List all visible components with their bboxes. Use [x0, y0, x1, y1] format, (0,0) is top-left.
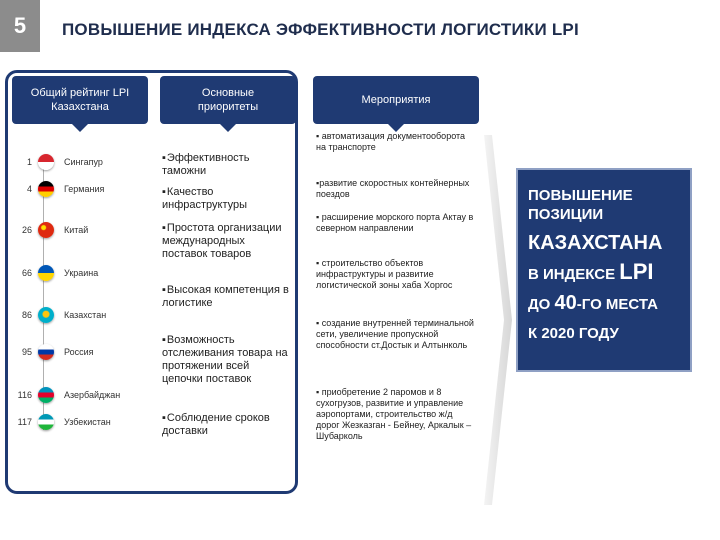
rating-header-pointer — [72, 124, 88, 132]
bullet-icon: ▪ — [162, 152, 166, 164]
priority-item — [162, 284, 292, 310]
rating-row — [12, 413, 111, 431]
rating-row — [12, 153, 103, 171]
slide-number-text: 5 — [13, 13, 27, 38]
country-name: Украина — [64, 268, 99, 278]
priority-item — [162, 412, 292, 438]
rank-number: 86 — [21, 310, 32, 320]
russia-flag-icon — [38, 344, 54, 360]
country-name: Китай — [64, 225, 89, 235]
result-line-3-small: В ИНДЕКСЕ — [528, 266, 620, 283]
rank-number: 66 — [21, 268, 32, 278]
rating-row — [12, 264, 98, 282]
priority-item — [162, 222, 292, 261]
result-line-4 — [528, 291, 682, 317]
country-name: Германия — [64, 184, 105, 194]
priority-item — [162, 186, 292, 212]
kazakhstan-flag-icon — [38, 307, 54, 323]
uzbekistan-flag-icon — [38, 414, 54, 430]
result-line-2: КАЗАХСТАНА — [528, 232, 663, 254]
singapore-flag-icon — [38, 154, 54, 170]
priority-text: Соблюдение сроков доставки — [162, 412, 270, 437]
rank-number: 116 — [17, 390, 32, 400]
result-line-4-prefix: ДО — [528, 296, 555, 313]
rank-number: 4 — [26, 184, 32, 194]
country-name: Россия — [64, 347, 94, 357]
priority-text: Простота организации международных поставок товаров — [162, 222, 282, 260]
priorities-header — [160, 76, 296, 124]
bullet-icon: ▪ — [162, 284, 166, 296]
country-name: Азербайджан — [64, 390, 121, 400]
event-item: ▪развитие скоростных контейнерных поездов — [316, 178, 470, 199]
priority-text: Эффективность таможни — [162, 152, 250, 177]
germany-flag-icon — [38, 181, 54, 197]
rank-number: 117 — [17, 417, 32, 427]
event-item: ▪ строительство объектов инфраструктуры и развитие логистической зоны хаба Хоргос — [316, 258, 453, 290]
event-item: ▪ приобретение 2 паромов и 8 сухогрузов, развитие и управление аэропортами, строительство ж/д дорог Жезказган - Бейнеу, Аркалык – Шубарколь — [316, 387, 472, 441]
event-item: ▪ расширение морского порта Актау в северном направлении — [316, 212, 474, 233]
priority-item — [162, 152, 292, 178]
bullet-icon: ▪ — [162, 412, 166, 424]
result-line-5: К 2020 ГОДУ — [528, 325, 619, 342]
result-line-1b: ПОЗИЦИИ — [528, 206, 604, 223]
rank-number: 95 — [21, 347, 32, 357]
rating-row — [12, 386, 120, 404]
result-line-1a: ПОВЫШЕНИЕ — [528, 187, 633, 204]
priority-text: Высокая компетенция в логистике — [162, 284, 289, 309]
rating-row — [12, 180, 104, 198]
bullet-icon: ▪ — [162, 334, 166, 346]
result-line-3-big: LPI — [619, 259, 654, 284]
events-header-text: Мероприятия — [361, 94, 431, 106]
result-box — [516, 168, 692, 372]
rating-header — [12, 76, 148, 124]
bullet-icon: ▪ — [162, 222, 166, 234]
rating-row — [12, 343, 94, 361]
priorities-header-pointer — [220, 124, 236, 132]
country-name: Сингапур — [64, 157, 103, 167]
china-flag-icon — [38, 222, 54, 238]
slide-number — [0, 0, 40, 52]
events-header — [313, 76, 479, 124]
result-line-4-big: 40 — [554, 292, 577, 314]
rating-row — [12, 221, 88, 239]
result-line-4-suffix: -ГО МЕСТА — [576, 296, 658, 313]
rank-number: 1 — [26, 157, 32, 167]
priority-text: Возможность отслеживания товара на протяжении всей цепочки поставок — [162, 334, 288, 385]
ukraine-flag-icon — [38, 265, 54, 281]
page-title: ПОВЫШЕНИЕ ИНДЕКСА ЭФФЕКТИВНОСТИ ЛОГИСТИКИ LPI — [62, 20, 579, 39]
result-line-3 — [528, 260, 682, 287]
country-name: Казахстан — [64, 310, 107, 320]
rating-header-text: Общий рейтинг LPI Казахстана — [30, 87, 130, 113]
bullet-icon: ▪ — [162, 186, 166, 198]
event-item: ▪ автоматизация документооборота на транспорте — [316, 131, 466, 152]
priorities-header-text: Основные приоритеты — [197, 87, 259, 113]
rating-row — [12, 306, 106, 324]
rank-number: 26 — [21, 225, 32, 235]
azerbaijan-flag-icon — [38, 387, 54, 403]
event-item: ▪ создание внутренней терминальной сети, увеличение пропускной способности ст.Достык и Алтынколь — [316, 318, 474, 350]
priority-text: Качество инфраструктуры — [162, 186, 248, 211]
country-name: Узбекистан — [64, 417, 111, 427]
chevron-arrow-icon — [484, 135, 514, 505]
priority-item — [162, 334, 292, 386]
